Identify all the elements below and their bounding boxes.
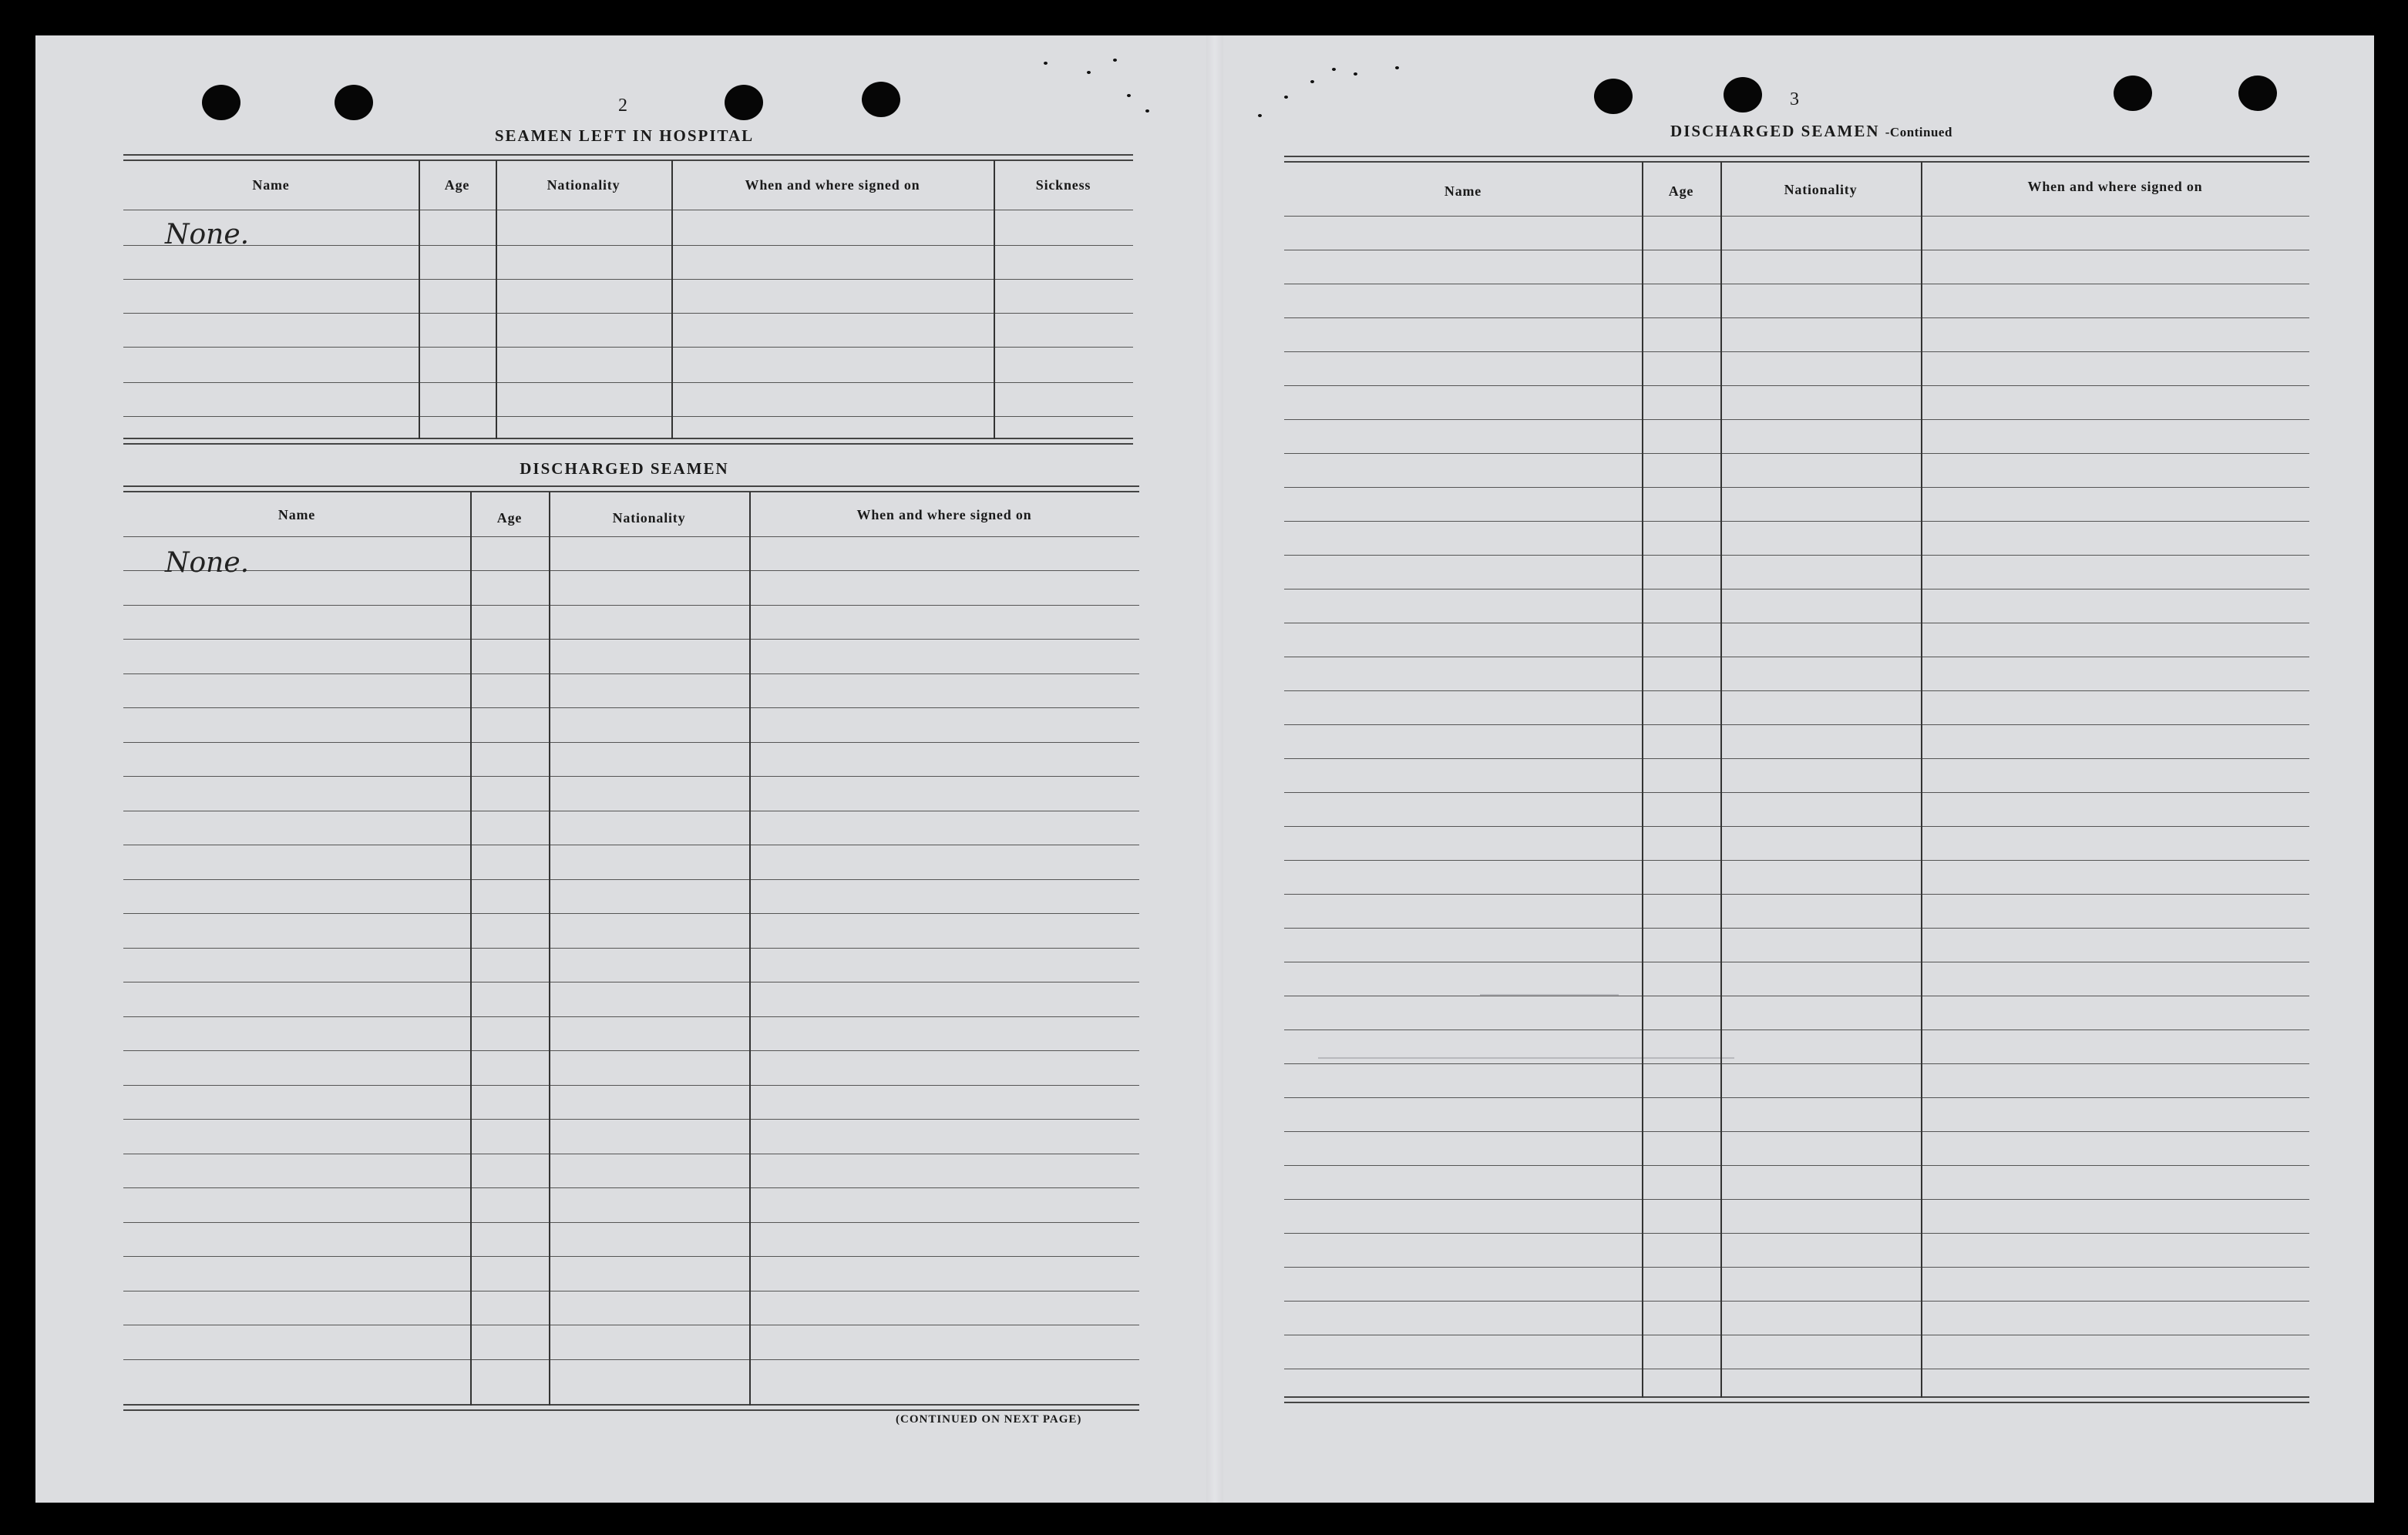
hospital-table [123, 154, 1133, 442]
punch-hole [2238, 76, 2277, 111]
punch-hole [725, 85, 763, 120]
page-number: 3 [1790, 89, 1799, 109]
continued-note: (CONTINUED ON NEXT PAGE) [896, 1413, 1082, 1426]
punch-hole [862, 82, 900, 117]
section-title [1588, 122, 2035, 141]
punch-hole [202, 85, 240, 120]
column-header: Sickness [1035, 177, 1091, 193]
speck [1113, 59, 1117, 62]
speck [1310, 80, 1314, 83]
column-header: Nationality [1784, 182, 1858, 197]
speck [1127, 94, 1131, 97]
column-header: Name [252, 177, 290, 193]
discharged-table [123, 485, 1139, 1410]
punch-hole [335, 85, 373, 120]
speck [1395, 66, 1399, 69]
column-header: Name [1444, 183, 1482, 199]
speck [1145, 109, 1149, 113]
column-header: When and where signed on [745, 177, 920, 193]
handwritten-entry: None. [165, 219, 250, 250]
column-header: Age [1668, 183, 1694, 199]
handwritten-entry: None. [165, 547, 250, 579]
column-header: Age [496, 510, 523, 526]
section-title: DISCHARGED SEAMEN [520, 459, 729, 478]
section-title-text: DISCHARGED SEAMEN [1670, 122, 1880, 140]
column-header: Age [444, 177, 470, 193]
discharged-continued-table [1284, 154, 2309, 1406]
column-header: Nationality [612, 510, 686, 526]
speck [1044, 62, 1048, 65]
section-title-suffix: -Continued [1885, 125, 1952, 139]
section-title: SEAMEN LEFT IN HOSPITAL [494, 126, 755, 145]
speck [1284, 96, 1288, 99]
punch-hole [1724, 77, 1762, 113]
column-header: Name [277, 507, 316, 522]
speck [1258, 114, 1262, 117]
speck [1087, 71, 1091, 74]
punch-hole [1594, 79, 1633, 114]
column-header: When and where signed on [2027, 179, 2203, 194]
page-number: 2 [618, 96, 627, 116]
punch-hole [2114, 76, 2152, 111]
speck [1354, 72, 1357, 76]
speck [1332, 68, 1336, 71]
center-fold [1206, 35, 1223, 1503]
column-header: When and where signed on [856, 507, 1032, 522]
column-header: Nationality [547, 177, 620, 193]
